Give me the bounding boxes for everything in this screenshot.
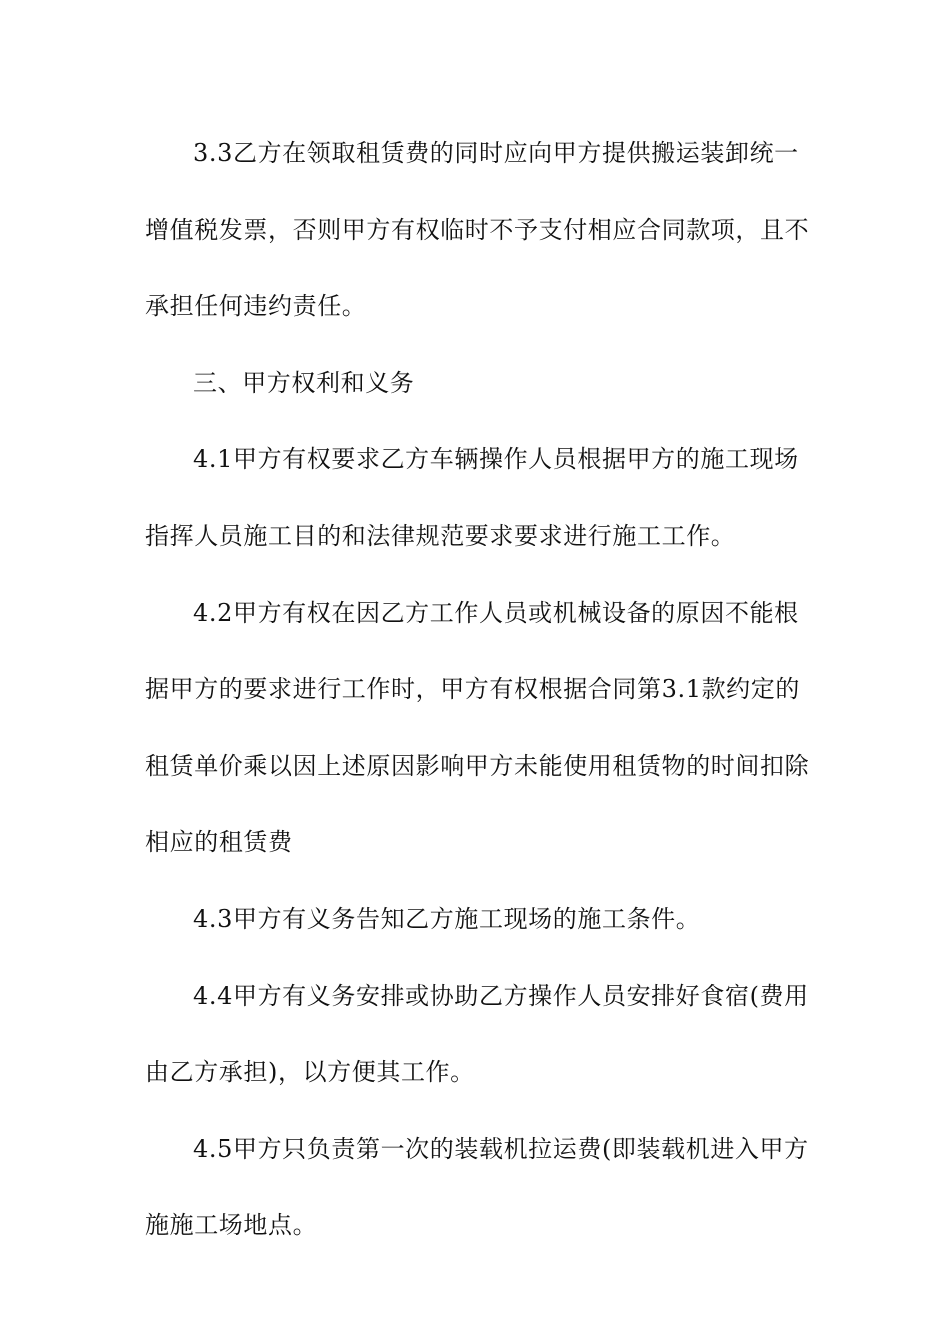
paragraph-line: 据甲方的要求进行工作时，甲方有权根据合同第3.1款约定的 — [145, 675, 800, 704]
paragraph-line: 3.3乙方在领取租赁费的同时应向甲方提供搬运装卸统一 — [193, 139, 799, 167]
paragraph-line: 承担任何违约责任。 — [145, 292, 367, 321]
section-heading: 三、甲方权利和义务 — [193, 368, 415, 397]
paragraph-line: 施施工场地点。 — [145, 1211, 318, 1240]
paragraph-line: 增值税发票，否则甲方有权临时不予支付相应合同款项，且不 — [145, 215, 810, 244]
paragraph-line: 4.1甲方有权要求乙方车辆操作人员根据甲方的施工现场 — [193, 445, 799, 474]
paragraph-line: 指挥人员施工目的和法律规范要求要求进行施工工作。 — [145, 521, 736, 550]
paragraph-line: 4.2甲方有权在因乙方工作人员或机械设备的原因不能根 — [193, 598, 799, 627]
paragraph-line: 4.3甲方有义务告知乙方施工现场的施工条件。 — [193, 904, 701, 933]
paragraph-line: 由乙方承担)，以方便其工作。 — [145, 1058, 475, 1087]
document-body — [145, 128, 810, 1277]
paragraph-line: 4.5甲方只负责第一次的装载机拉运费(即装载机进入甲方 — [193, 1134, 809, 1163]
paragraph-line: 4.4甲方有义务安排或协助乙方操作人员安排好食宿(费用 — [193, 981, 809, 1010]
paragraph-line: 相应的租赁费 — [145, 828, 293, 857]
paragraph-line: 租赁单价乘以因上述原因影响甲方未能使用租赁物的时间扣除 — [145, 751, 810, 780]
